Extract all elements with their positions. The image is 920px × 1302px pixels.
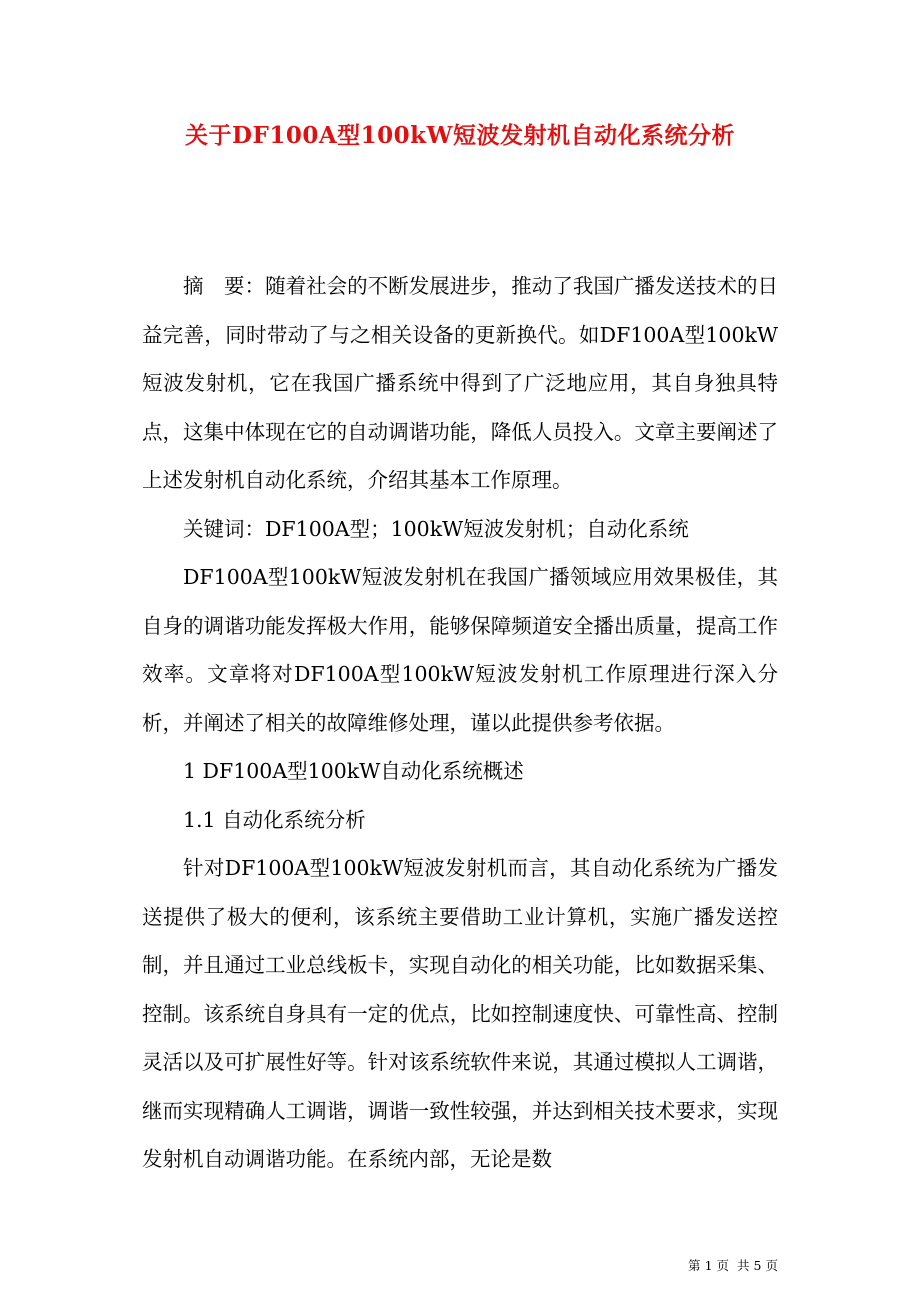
footer-total-unit: 页 — [765, 1258, 778, 1273]
footer-prefix: 第 — [688, 1258, 701, 1273]
footer-total-pages: 5 — [753, 1258, 762, 1273]
abstract-paragraph: 摘 要：随着社会的不断发展进步，推动了我国广播发送技术的日益完善，同时带动了与之相关设备的更新换代。如DF100A型100kW短波发射机，它在我国广播系统中得到了广泛地应用，其自身独具特点，这集中体现在它的自动调谐功能，降低人员投入。文章主要阐述了上述发射机自动化系统，介绍其基本工作原理。 — [142, 274, 778, 492]
page-footer — [0, 1256, 780, 1276]
document-title: 关于DF100A型100kW短波发射机自动化系统分析 — [185, 122, 735, 149]
document-body — [142, 262, 778, 1184]
subsection-heading: 1.1 自动化系统分析 — [183, 807, 366, 832]
footer-current-page: 1 — [704, 1258, 713, 1273]
footer-page-unit: 页 — [716, 1258, 730, 1273]
section-heading: 1 DF100A型100kW自动化系统概述 — [183, 759, 524, 783]
intro-paragraph: DF100A型100kW短波发射机在我国广播领域应用效果极佳，其自身的调谐功能发挥极大作用，能够保障频道安全播出质量，提高工作效率。文章将对DF100A型100kW短波发射机工作原理进行深入分析，并阐述了相关的故障维修处理，谨以此提供参考依据。 — [142, 565, 778, 735]
keywords-paragraph: 关键词：DF100A型；100kW短波发射机；自动化系统 — [183, 516, 689, 541]
body-paragraph: 针对DF100A型100kW短波发射机而言，其自动化系统为广播发送提供了极大的便利，该系统主要借助工业计算机，实施广播发送控制，并且通过工业总线板卡，实现自动化的相关功能，比如数据采集、控制。该系统自身具有一定的优点，比如控制速度快、可靠性高、控制灵活以及可扩展性好等。针对该系统软件来说，其通过模拟人工调谐，继而实现精确人工调谐，调谐一致性较强，并达到相关技术要求，实现发射机自动调谐功能。在系统内部，无论是数 — [142, 856, 778, 1171]
footer-total-prefix: 共 — [737, 1258, 750, 1273]
